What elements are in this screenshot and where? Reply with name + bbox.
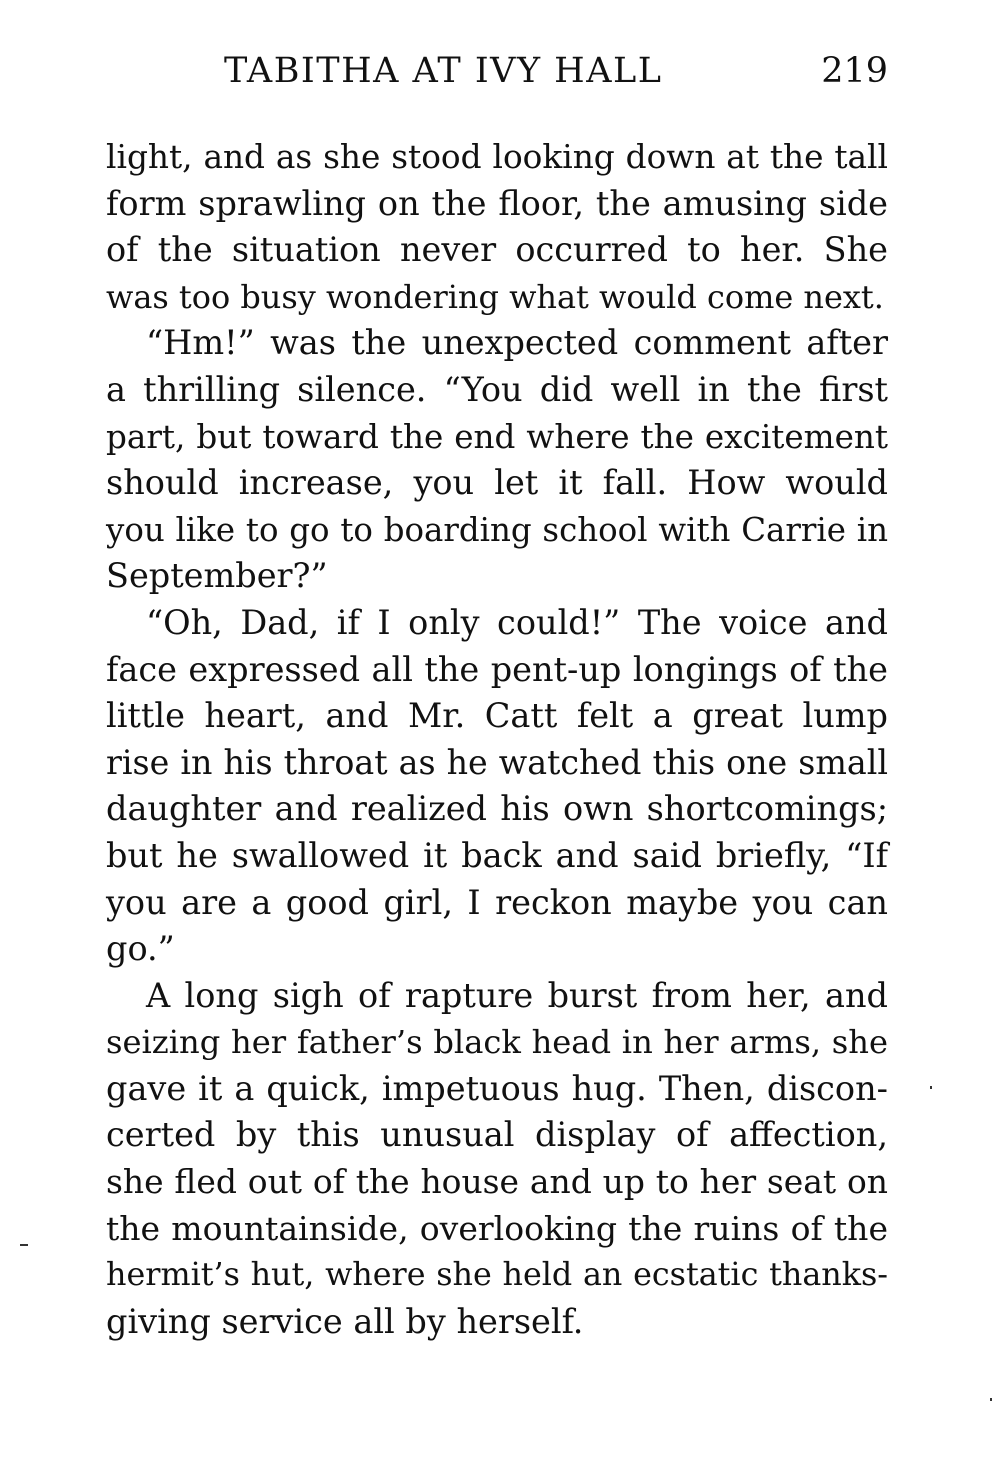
text-line: light, and as she stood looking down at the tall: [106, 138, 888, 176]
text-line: gave it a quick, impetuous hug. Then, discon-: [106, 1068, 888, 1108]
text-line: certed by this unusual display of affection,: [106, 1115, 888, 1155]
text-line: daughter and realized his own shortcomings;: [106, 789, 888, 829]
page-number: 219: [821, 51, 888, 91]
text-line: of the situation never occurred to her. She: [106, 230, 888, 270]
body-text: [106, 134, 888, 1345]
text-line: go.”: [106, 929, 175, 969]
text-line: face expressed all the pent-up longings of the: [106, 649, 888, 689]
scan-speck: [930, 1086, 932, 1089]
text-line: form sprawling on the floor, the amusing side: [106, 183, 888, 223]
text-line: a thrilling silence. “You did well in the first: [106, 369, 888, 409]
text-line: little heart, and Mr. Catt felt a great lump: [106, 696, 888, 736]
text-line: the mountainside, overlooking the ruins of the: [106, 1208, 888, 1248]
scan-speck: [20, 1244, 28, 1246]
running-header: [106, 44, 888, 100]
text-line: hermit’s hut, where she held an ecstatic thanks-: [106, 1257, 888, 1294]
text-line: giving service all by herself.: [106, 1301, 584, 1341]
text-line: was too busy wondering what would come next.: [106, 277, 884, 316]
text-line: “Hm!” was the unexpected comment after: [146, 323, 888, 363]
text-line: “Oh, Dad, if I only could!” The voice and: [146, 602, 888, 642]
text-line: September?”: [106, 556, 328, 596]
text-line: A long sigh of rapture burst from her, and: [146, 975, 888, 1015]
text-line: rise in his throat as he watched this one small: [106, 742, 888, 782]
text-line: she fled out of the house and up to her seat on: [106, 1162, 888, 1202]
text-line: should increase, you let it fall. How would: [106, 463, 888, 503]
text-line: you are a good girl, I reckon maybe you can: [106, 882, 888, 922]
text-line: seizing her father’s black head in her arms, she: [106, 1023, 888, 1062]
text-line: but he swallowed it back and said briefly, “If: [106, 835, 888, 875]
text-line: part, but toward the end where the excitement: [106, 417, 888, 456]
text-line: you like to go to boarding school with Carrie in: [106, 510, 888, 549]
scan-speck: [990, 1398, 992, 1401]
running-title: TABITHA AT IVY HALL: [224, 51, 663, 91]
